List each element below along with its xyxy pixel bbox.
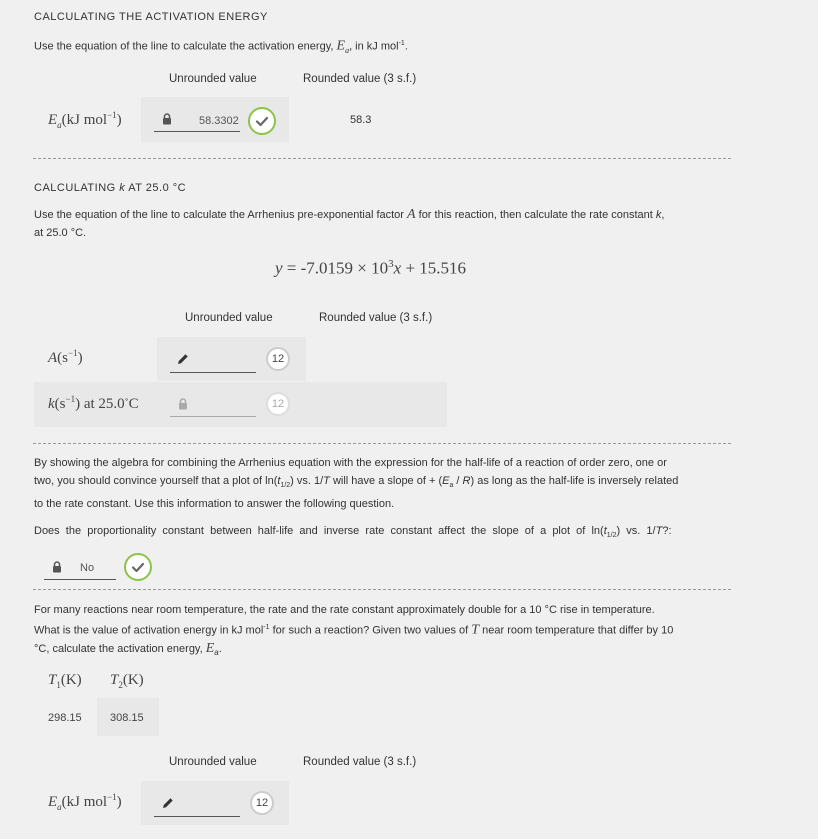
para-E-sub: a <box>449 482 454 490</box>
k-label-sup: −1 <box>65 394 76 404</box>
instr-A: A <box>407 207 416 222</box>
eq-exp: 3 <box>388 258 394 270</box>
eq-x: x <box>393 258 402 278</box>
heading-rest: AT 25.0 °C <box>125 182 187 194</box>
ea-label-symbol: E <box>48 112 58 128</box>
para-t: t <box>277 475 281 487</box>
heading-k: k <box>119 182 126 194</box>
k-input-locked <box>170 416 256 417</box>
section2-instruction <box>34 206 734 242</box>
eq-intercept: + 15.516 <box>401 258 467 278</box>
s4-line3-a: °C, calculate the activation energy, <box>34 642 206 655</box>
eq-slope: = -7.0159 × 10 <box>282 258 389 278</box>
instr-text-1: Use the equation of the line to calculate the Arrhenius pre-exponential factor <box>34 209 408 221</box>
section1-heading: CALCULATING THE ACTIVATION ENERGY <box>34 11 268 23</box>
t2-header <box>110 672 144 690</box>
para-line2-c: will have a slope of + ( <box>329 475 443 487</box>
section3-paragraph <box>34 454 734 513</box>
heading-text: CALCULATING <box>34 182 120 194</box>
para-line2-a: two, you should convince yourself that a plot of ln( <box>34 475 278 487</box>
section2-heading <box>34 182 186 194</box>
pencil-icon[interactable] <box>162 797 174 809</box>
ea2-label-symbol: E <box>48 794 58 810</box>
col-unrounded-header-3: Unrounded value <box>169 756 257 768</box>
answer-select <box>44 579 116 580</box>
ea2-label-close: ) <box>116 794 122 810</box>
section1-instruction <box>34 35 408 60</box>
k-label-unit: (s <box>54 396 66 412</box>
ea2-input[interactable] <box>154 816 240 817</box>
ea-label-sub: a <box>57 120 62 130</box>
A-label-close: ) <box>77 350 83 366</box>
question-end: ?: <box>662 525 672 537</box>
s4-E-sub: a <box>214 647 219 657</box>
A-label-unit: (s <box>57 350 69 366</box>
ea2-label-sup: −1 <box>107 792 117 802</box>
s4-line2-sup: -1 <box>263 624 270 631</box>
attempts-badge: 12 <box>266 347 290 371</box>
col-rounded-header-3: Rounded value (3 s.f.) <box>303 756 417 768</box>
para-line2-d: / <box>453 475 463 487</box>
col-rounded-header: Rounded value (3 s.f.) <box>303 73 417 85</box>
s4-line2-c: near room temperature that differ by 10 <box>479 624 674 637</box>
t1-header <box>48 672 82 690</box>
t1-unit: (K) <box>60 672 82 688</box>
attempts-badge-faint: 12 <box>266 392 290 416</box>
A-input[interactable] <box>170 372 256 373</box>
ea-unrounded-value: 58.3302 <box>199 115 239 127</box>
k-label-C: C <box>128 396 139 412</box>
k-row-label <box>48 394 139 413</box>
lock-icon <box>178 398 188 410</box>
s4-T: T <box>471 622 480 638</box>
t1-value: 298.15 <box>48 712 82 724</box>
correct-check-badge <box>248 107 276 135</box>
divider-1 <box>33 158 731 159</box>
para-line1: By showing the algebra for combining the Arrhenius equation with the expression for the half-life of a reaction of order zero, one or <box>34 457 667 469</box>
para-t-sub: 1/2 <box>280 482 291 490</box>
correct-check-badge <box>124 553 152 581</box>
para-line2-e: ) as long as the half-life is inversely related <box>470 475 679 487</box>
question-T: T <box>655 525 663 537</box>
ea-label-sup: −1 <box>107 110 117 120</box>
s4-line3-end: . <box>218 642 222 655</box>
col-unrounded-header-2: Unrounded value <box>185 312 273 324</box>
instruction-unit: , in kJ mol <box>349 40 399 53</box>
eq-y: y <box>275 258 283 278</box>
ea-label-unit: (kJ mol <box>61 112 108 128</box>
k-label-temp: ) at 25.0 <box>75 396 125 412</box>
attempts-badge: 12 <box>250 791 274 815</box>
k-label-symbol: k <box>48 396 55 412</box>
A-row-label <box>48 348 83 367</box>
ea-label-close: ) <box>116 112 122 128</box>
divider-2 <box>33 443 731 444</box>
s4-line2-a: What is the value of activation energy in kJ mol <box>34 624 264 637</box>
ea-row-label <box>48 110 122 130</box>
answer-value: No <box>80 562 95 574</box>
k-label-deg: ∘ <box>124 395 129 404</box>
instr-line2: at 25.0 °C. <box>34 227 87 239</box>
s4-line2-b: for such a reaction? Given two values of <box>269 624 472 637</box>
ea2-label-sub: a <box>57 802 62 812</box>
lock-icon <box>52 561 62 573</box>
section4-paragraph <box>34 601 734 662</box>
t1-symbol: T <box>48 672 57 688</box>
instr-text-2: for this reaction, then calculate the rate constant <box>415 209 656 221</box>
s4-line1: For many reactions near room temperature, the rate and the rate constant approximately double for a 10 °C rise in temperature. <box>34 604 655 616</box>
instruction-text: Use the equation of the line to calculate the activation energy, <box>34 40 337 53</box>
pencil-icon[interactable] <box>177 353 189 365</box>
t2-value: 308.15 <box>110 712 144 724</box>
A-label-sup: −1 <box>68 348 78 358</box>
para-line3: to the rate constant. Use this information to answer the following question. <box>34 498 395 511</box>
question-t-sub: 1/2 <box>606 532 617 540</box>
checkmark-icon <box>126 555 150 579</box>
line-equation <box>275 258 466 279</box>
ea-subscript: a <box>345 45 350 55</box>
instruction-end: . <box>404 40 408 53</box>
para-E: E <box>442 475 450 487</box>
s4-E: E <box>205 640 215 656</box>
question-mid: ) vs. 1/ <box>616 525 656 537</box>
t1-sub: 1 <box>56 680 61 690</box>
col-rounded-header-2: Rounded value (3 s.f.) <box>319 312 433 324</box>
ea2-label-unit: (kJ mol <box>61 794 108 810</box>
ea-symbol: E <box>336 38 346 54</box>
section3-question <box>34 522 672 545</box>
lock-icon <box>162 113 172 125</box>
t2-sub: 2 <box>118 680 123 690</box>
instr-text-3: , <box>661 209 665 221</box>
checkmark-icon <box>250 109 274 133</box>
para-R: R <box>462 475 471 487</box>
ea2-row-label <box>48 792 122 812</box>
ea-unrounded-input-line <box>154 131 240 132</box>
question-t: t <box>603 525 607 537</box>
A-label-symbol: A <box>48 350 58 366</box>
divider-3 <box>33 589 731 590</box>
t2-symbol: T <box>110 672 119 688</box>
instruction-unit-sup: -1 <box>398 40 405 47</box>
instr-k: k <box>655 209 662 221</box>
col-unrounded-header: Unrounded value <box>169 73 257 85</box>
ea-rounded-value: 58.3 <box>350 114 372 126</box>
question-text: Does the proportionality constant between half-life and inverse rate constant affect the slope of a plot of ln( <box>34 525 604 537</box>
t2-unit: (K) <box>122 672 144 688</box>
para-T: T <box>323 475 330 487</box>
para-line2-b: ) vs. 1/ <box>290 475 324 487</box>
